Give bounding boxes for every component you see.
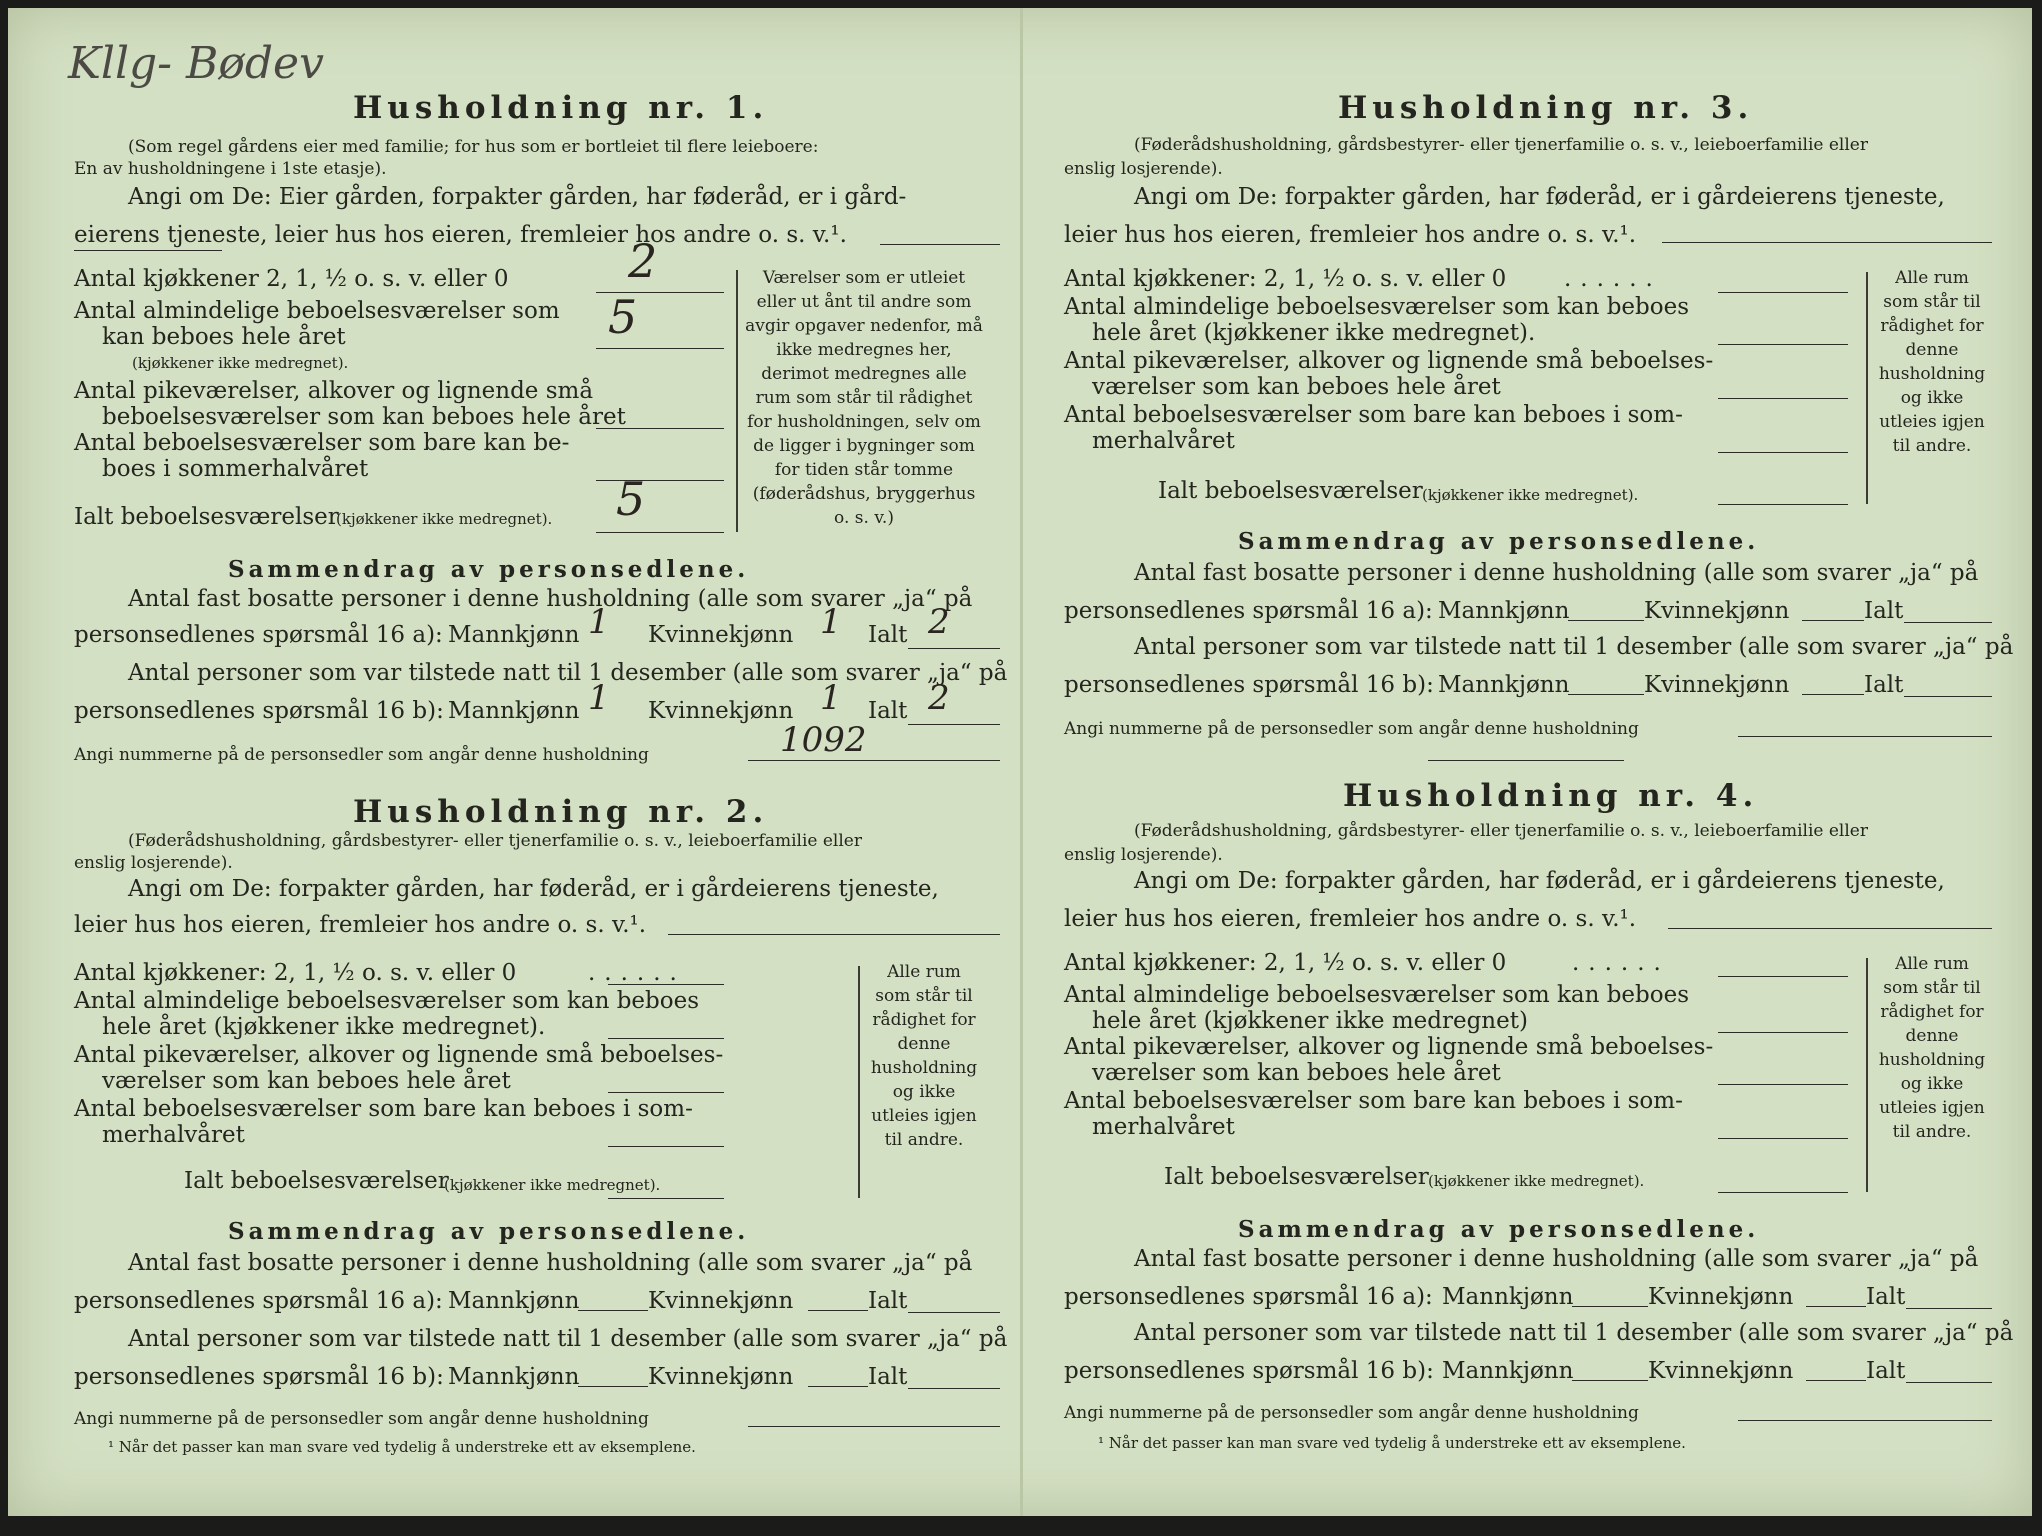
handwritten-header: Kllg- Bødev: [68, 38, 324, 89]
household-4-s1-total-line: [1906, 1308, 1992, 1309]
household-4-summer-line: [1718, 1138, 1848, 1139]
household-1-q-total-b: (kjøkkener ikke medregnet).: [336, 510, 553, 528]
household-2-s2-female-line: [808, 1386, 868, 1387]
household-3-separator: [1428, 760, 1624, 761]
household-4-total-line: [1718, 1192, 1848, 1193]
household-3-s1-line2: personsedlenes spørsmål 16 a):: [1064, 598, 1433, 624]
household-2-s2-line2: personsedlenes spørsmål 16 b):: [74, 1364, 444, 1390]
household-2-small-line: [608, 1092, 724, 1093]
household-2-angi-line1: Angi om De: forpakter gården, har føderåd, er i gårdeierens tjeneste,: [128, 876, 939, 902]
household-1-s1-total-line: [908, 648, 1000, 649]
household-4-summary-heading: Sammendrag av personsedlene.: [1238, 1216, 1760, 1243]
household-4-s2-female-line: [1806, 1380, 1866, 1381]
household-1-summary-heading: Sammendrag av personsedlene.: [228, 556, 750, 583]
household-3-s1-total-label: Ialt: [1864, 598, 1904, 624]
household-3-s2-female-label: Kvinnekjønn: [1644, 672, 1790, 698]
household-4-s2-male-line: [1572, 1380, 1648, 1381]
household-1-s2-total-label: Ialt: [868, 698, 908, 724]
household-4-q-summer-line1: Antal beboelsesværelser som bare kan beboes i som-: [1064, 1088, 1683, 1114]
household-3-s1-male-line: [1568, 620, 1644, 621]
household-1-side-note: Værelser som er utleiet eller ut ånt til andre som avgir opgaver nedenfor, må ikke medregnes her, derimot medregnes alle rum som står til rådighet for husholdningen, selv om de ligger i bygninger som for tiden står tomme (føderådshus, bryggerhus o. s. v.): [745, 268, 983, 528]
household-4-angi-line2: leier hus hos eieren, fremleier hos andre o. s. v.¹.: [1064, 906, 1637, 932]
household-3-q-small-line2: værelser som kan beboes hele året: [1092, 374, 1501, 400]
household-3-s1-line1: Antal fast bosatte personer i denne husholdning (alle som svarer „ja“ på: [1134, 560, 1979, 586]
household-3-q-total-a: Ialt beboelsesværelser: [1158, 478, 1423, 504]
household-2-rooms-line: [608, 1038, 724, 1039]
household-3-q-summer-line2: merhalvåret: [1092, 428, 1235, 454]
household-1-s1-total-value[interactable]: 2: [928, 602, 950, 642]
household-1-s2-total-value[interactable]: 2: [928, 678, 950, 718]
household-3-s1-total-line: [1904, 622, 1992, 623]
household-2-summary-heading: Sammendrag av personsedlene.: [228, 1218, 750, 1245]
household-2-brace: [858, 966, 860, 1198]
household-4-q-kitchens: Antal kjøkkener: 2, 1, ½ o. s. v. eller 0: [1064, 950, 1507, 976]
household-3-s2-total-line: [1904, 696, 1992, 697]
household-2-s1-female-label: Kvinnekjønn: [648, 1288, 794, 1314]
household-4-numbers-line: [1738, 1420, 1992, 1421]
household-2-numbers-line: [748, 1426, 1000, 1427]
household-1-q-summer-line2: boes i sommerhalvåret: [102, 456, 369, 482]
household-1-angi-line2: eierens tjeneste, leier hus hos eieren, fremleier hos andre o. s. v.¹.: [74, 222, 847, 248]
household-1-q-rooms-line3: (kjøkkener ikke medregnet).: [132, 354, 349, 372]
household-2-s2-total-line: [908, 1388, 1000, 1389]
household-1-s1-female-value[interactable]: 1: [820, 602, 842, 642]
household-3-summer-line: [1718, 452, 1848, 453]
household-1-intro-line2: En av husholdningene i 1ste etasje).: [74, 159, 387, 179]
household-1-title: Husholdning nr. 1.: [353, 90, 769, 126]
household-1-s2-female-value[interactable]: 1: [820, 678, 842, 718]
household-3-q-small-line1: Antal pikeværelser, alkover og lignende små beboelses-: [1064, 348, 1714, 374]
household-1-numbers-value[interactable]: 1092: [780, 720, 867, 760]
household-3-total-line: [1718, 504, 1848, 505]
household-4-side-note: Alle rum som står til rådighet for denne husholdning og ikke utleies igjen til andre.: [1878, 954, 1986, 1142]
household-3-angi-answer-line: [1662, 242, 1992, 243]
household-1-s1-male-value[interactable]: 1: [588, 602, 610, 642]
household-3-kitchens-dots: ......: [1564, 266, 1662, 292]
household-4-angi-answer-line: [1668, 928, 1992, 929]
household-2-s2-line1: Antal personer som var tilstede natt til 1 desember (alle som svarer „ja“ på: [128, 1326, 1008, 1352]
household-4-intro-line1: (Føderådshusholdning, gårdsbestyrer- eller tjenerfamilie o. s. v., leieboerfamilie eller: [1134, 821, 1868, 841]
household-2-q-total-a: Ialt beboelsesværelser: [184, 1168, 449, 1194]
household-1-q-small-line2: beboelsesværelser som kan beboes hele året: [102, 404, 626, 430]
household-3-s1-male-label: Mannkjønn: [1438, 598, 1570, 624]
household-1-angi-line1: Angi om De: Eier gården, forpakter gården, har føderåd, er i gård-: [128, 184, 907, 210]
household-1-total-value[interactable]: 5: [616, 472, 646, 526]
household-3-title: Husholdning nr. 3.: [1338, 90, 1754, 126]
household-2-total-line: [608, 1198, 724, 1199]
household-2-intro-line1: (Føderådshusholdning, gårdsbestyrer- eller tjenerfamilie o. s. v., leieboerfamilie eller: [128, 831, 862, 851]
household-4-s2-female-label: Kvinnekjønn: [1648, 1358, 1794, 1384]
household-4-s1-female-label: Kvinnekjønn: [1648, 1284, 1794, 1310]
household-2-q-total-b: (kjøkkener ikke medregnet).: [444, 1176, 661, 1194]
household-3-s2-male-line: [1568, 694, 1644, 695]
household-2-footnote: ¹ Når det passer kan man svare ved tydelig å understreke ett av eksemplene.: [108, 1438, 696, 1456]
household-4-s1-line2: personsedlenes spørsmål 16 a):: [1064, 1284, 1433, 1310]
household-2-s2-male-label: Mannkjønn: [448, 1364, 580, 1390]
census-form-sheet: [8, 8, 2032, 1516]
household-3-s2-female-line: [1802, 694, 1864, 695]
household-4-s1-female-line: [1806, 1306, 1866, 1307]
household-2-q-rooms-line1: Antal almindelige beboelsesværelser som kan beboes: [74, 988, 700, 1014]
household-2-s1-total-label: Ialt: [868, 1288, 908, 1314]
household-1-s2-male-label: Mannkjønn: [448, 698, 580, 724]
household-1-q-small-line1: Antal pikeværelser, alkover og lignende små: [74, 378, 594, 404]
household-2-s2-total-label: Ialt: [868, 1364, 908, 1390]
household-4-kitchens-dots: ......: [1572, 950, 1670, 976]
household-1-s2-female-label: Kvinnekjønn: [648, 698, 794, 724]
household-4-small-line: [1718, 1084, 1848, 1085]
household-2-q-rooms-line2: hele året (kjøkkener ikke medregnet).: [102, 1014, 546, 1040]
household-1-numbers-line: [748, 760, 1000, 761]
household-4-q-summer-line2: merhalvåret: [1092, 1114, 1235, 1140]
household-3-small-line: [1718, 398, 1848, 399]
household-1-q-summer-line1: Antal beboelsesværelser som bare kan be-: [74, 430, 570, 456]
household-4-s2-line2: personsedlenes spørsmål 16 b):: [1064, 1358, 1434, 1384]
household-4-s2-line1: Antal personer som var tilstede natt til 1 desember (alle som svarer „ja“ på: [1134, 1320, 2014, 1346]
household-2-s2-female-label: Kvinnekjønn: [648, 1364, 794, 1390]
household-2-title: Husholdning nr. 2.: [353, 794, 769, 830]
household-3-q-rooms-line1: Antal almindelige beboelsesværelser som kan beboes: [1064, 294, 1690, 320]
household-1-q-kitchens: Antal kjøkkener 2, 1, ½ o. s. v. eller 0: [74, 266, 509, 292]
household-2-angi-line2: leier hus hos eieren, fremleier hos andre o. s. v.¹.: [74, 912, 647, 938]
household-3-side-note: Alle rum som står til rådighet for denne husholdning og ikke utleies igjen til andre.: [1878, 268, 1986, 456]
household-3-s1-female-label: Kvinnekjønn: [1644, 598, 1790, 624]
household-2-q-summer-line2: merhalvåret: [102, 1122, 245, 1148]
household-2-s1-male-label: Mannkjønn: [448, 1288, 580, 1314]
household-4-s1-male-line: [1572, 1306, 1648, 1307]
household-3-intro-line2: enslig losjerende).: [1064, 159, 1223, 179]
household-2-kitchens-dots: ......: [588, 960, 686, 986]
household-2-s2-male-line: [578, 1386, 648, 1387]
household-1-rooms-line: [596, 348, 724, 349]
household-1-underline-choice: [74, 250, 222, 251]
household-3-s2-male-label: Mannkjønn: [1438, 672, 1570, 698]
household-1-intro-line1: (Som regel gårdens eier med familie; for hus som er bortleiet til flere leieboere:: [128, 137, 819, 157]
household-4-s2-total-line: [1906, 1382, 1992, 1383]
household-3-brace: [1866, 272, 1868, 504]
household-2-summer-line: [608, 1146, 724, 1147]
household-4-angi-line1: Angi om De: forpakter gården, har føderåd, er i gårdeierens tjeneste,: [1134, 868, 1945, 894]
household-1-kitchens-value[interactable]: 2: [628, 234, 658, 288]
left-page: [68, 8, 1008, 1516]
household-2-angi-answer-line: [668, 934, 1000, 935]
household-3-angi-line2: leier hus hos eieren, fremleier hos andre o. s. v.¹.: [1064, 222, 1637, 248]
household-3-summary-heading: Sammendrag av personsedlene.: [1238, 528, 1760, 555]
household-1-s2-line1: Antal personer som var tilstede natt til 1 desember (alle som svarer „ja“ på: [128, 660, 1008, 686]
household-1-s1-total-label: Ialt: [868, 622, 908, 648]
household-4-q-total-b: (kjøkkener ikke medregnet).: [1428, 1172, 1645, 1190]
household-3-s2-line1: Antal personer som var tilstede natt til 1 desember (alle som svarer „ja“ på: [1134, 634, 2014, 660]
household-3-q-summer-line1: Antal beboelsesværelser som bare kan beboes i som-: [1064, 402, 1683, 428]
household-4-q-rooms-line2: hele året (kjøkkener ikke medregnet): [1092, 1008, 1528, 1034]
household-3-numbers-line: [1738, 736, 1992, 737]
household-2-kitchens-line: [608, 984, 724, 985]
household-3-q-rooms-line2: hele året (kjøkkener ikke medregnet).: [1092, 320, 1536, 346]
household-4-footnote: ¹ Når det passer kan man svare ved tydelig å understreke ett av eksemplene.: [1098, 1434, 1686, 1452]
household-3-rooms-line: [1718, 344, 1848, 345]
right-page: [1058, 8, 2014, 1516]
household-1-q-total-a: Ialt beboelsesværelser: [74, 504, 339, 530]
household-4-kitchens-line: [1718, 976, 1848, 977]
household-3-s2-line2: personsedlenes spørsmål 16 b):: [1064, 672, 1434, 698]
household-2-q-summer-line1: Antal beboelsesværelser som bare kan beboes i som-: [74, 1096, 693, 1122]
household-1-s2-total-line: [908, 724, 1000, 725]
household-3-intro-line1: (Føderådshusholdning, gårdsbestyrer- eller tjenerfamilie o. s. v., leieboerfamilie eller: [1134, 135, 1868, 155]
household-2-q-small-line2: værelser som kan beboes hele året: [102, 1068, 511, 1094]
household-2-side-note: Alle rum som står til rådighet for denne husholdning og ikke utleies igjen til andre.: [870, 962, 978, 1150]
household-3-q-total-b: (kjøkkener ikke medregnet).: [1422, 486, 1639, 504]
household-1-rooms-value[interactable]: 5: [608, 290, 638, 344]
household-2-intro-line2: enslig losjerende).: [74, 853, 233, 873]
household-4-s1-male-label: Mannkjønn: [1442, 1284, 1574, 1310]
household-2-s1-total-line: [908, 1312, 1000, 1313]
household-3-kitchens-line: [1718, 292, 1848, 293]
household-4-title: Husholdning nr. 4.: [1343, 778, 1759, 814]
household-4-rooms-line: [1718, 1032, 1848, 1033]
household-2-numbers-label: Angi nummerne på de personsedler som angår denne husholdning: [74, 1409, 649, 1429]
household-4-s2-male-label: Mannkjønn: [1442, 1358, 1574, 1384]
household-1-s1-female-label: Kvinnekjønn: [648, 622, 794, 648]
household-4-q-rooms-line1: Antal almindelige beboelsesværelser som kan beboes: [1064, 982, 1690, 1008]
household-1-q-rooms-line1: Antal almindelige beboelsesværelser som: [74, 298, 560, 324]
household-3-s2-total-label: Ialt: [1864, 672, 1904, 698]
household-3-numbers-label: Angi nummerne på de personsedler som angår denne husholdning: [1064, 719, 1639, 739]
page-fold: [1020, 8, 1023, 1516]
household-1-s2-male-value[interactable]: 1: [588, 678, 610, 718]
household-2-q-kitchens: Antal kjøkkener: 2, 1, ½ o. s. v. eller 0: [74, 960, 517, 986]
household-1-s1-line1: Antal fast bosatte personer i denne husholdning (alle som svarer „ja“ på: [128, 586, 973, 612]
household-4-q-small-line2: værelser som kan beboes hele året: [1092, 1060, 1501, 1086]
household-2-s1-female-line: [808, 1310, 868, 1311]
household-4-s1-total-label: Ialt: [1866, 1284, 1906, 1310]
household-2-s1-line1: Antal fast bosatte personer i denne husholdning (alle som svarer „ja“ på: [128, 1250, 973, 1276]
household-4-numbers-label: Angi nummerne på de personsedler som angår denne husholdning: [1064, 1403, 1639, 1423]
household-4-brace: [1866, 958, 1868, 1192]
household-3-s1-female-line: [1802, 620, 1864, 621]
household-2-s1-male-line: [578, 1310, 648, 1311]
household-4-q-total-a: Ialt beboelsesværelser: [1164, 1164, 1429, 1190]
household-2-s1-line2: personsedlenes spørsmål 16 a):: [74, 1288, 443, 1314]
household-2-q-small-line1: Antal pikeværelser, alkover og lignende små beboelses-: [74, 1042, 724, 1068]
household-1-q-rooms-line2: kan beboes hele året: [102, 324, 346, 350]
household-4-q-small-line1: Antal pikeværelser, alkover og lignende små beboelses-: [1064, 1034, 1714, 1060]
household-3-angi-line1: Angi om De: forpakter gården, har føderåd, er i gårdeierens tjeneste,: [1134, 184, 1945, 210]
household-1-s1-male-label: Mannkjønn: [448, 622, 580, 648]
household-1-small-line: [596, 428, 724, 429]
household-1-brace: [736, 270, 738, 532]
household-4-s2-total-label: Ialt: [1866, 1358, 1906, 1384]
household-1-s1-line2: personsedlenes spørsmål 16 a):: [74, 622, 443, 648]
household-4-intro-line2: enslig losjerende).: [1064, 845, 1223, 865]
household-3-q-kitchens: Antal kjøkkener: 2, 1, ½ o. s. v. eller 0: [1064, 266, 1507, 292]
household-1-total-line: [596, 532, 724, 533]
household-4-s1-line1: Antal fast bosatte personer i denne husholdning (alle som svarer „ja“ på: [1134, 1246, 1979, 1272]
household-1-angi-answer-line: [880, 244, 1000, 245]
household-1-s2-line2: personsedlenes spørsmål 16 b):: [74, 698, 444, 724]
household-1-numbers-label: Angi nummerne på de personsedler som angår denne husholdning: [74, 745, 649, 765]
